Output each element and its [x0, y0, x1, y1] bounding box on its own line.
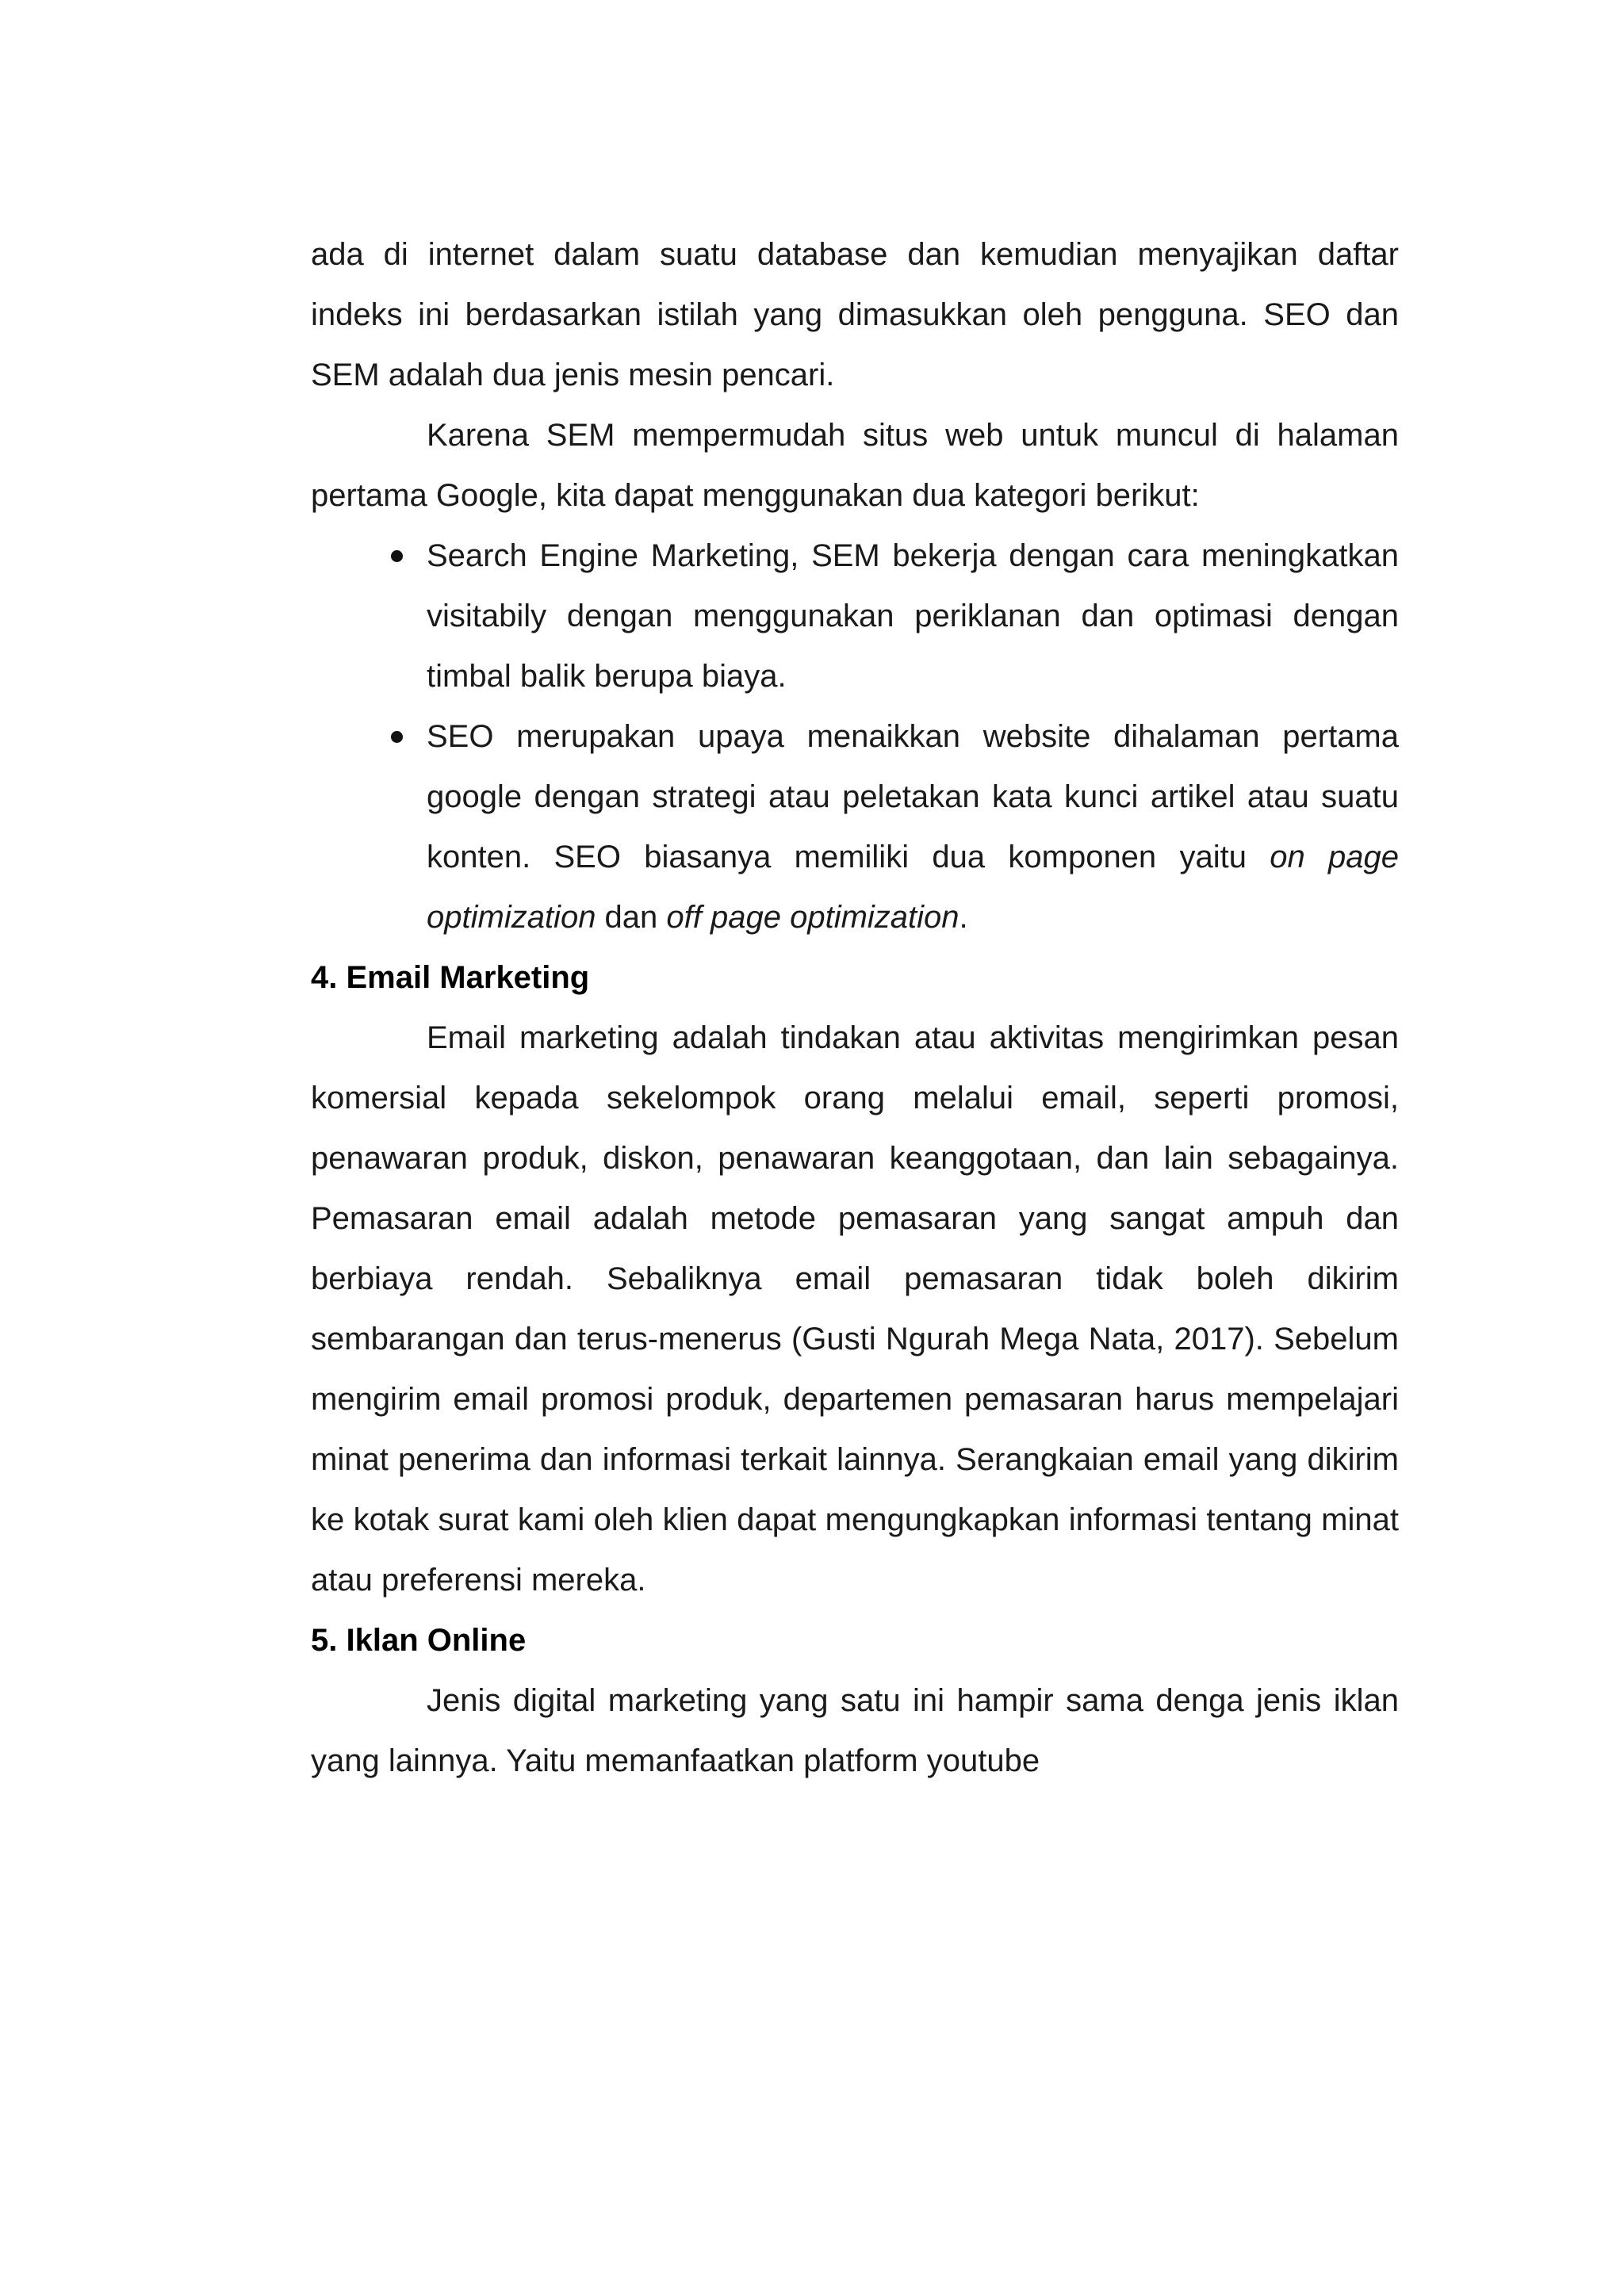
document-page [311, 224, 1399, 1791]
bullet-text-seo: SEO merupakan upaya menaikkan website dihalaman pertama google dengan strategi atau peletakan kata kunci artikel atau suatu konten. SEO biasanya memiliki dua komponen yaitu [427, 719, 1399, 874]
section-heading-iklan-online: 5. Iklan Online [311, 1623, 527, 1658]
intro-paragraph: ada di internet dalam suatu database dan kemudian menyajikan daftar indeks ini berdasarkan istilah yang dimasukkan oleh pengguna. SEO dan SEM adalah dua jenis mesin pencari. [311, 237, 1399, 392]
bullet-text-seo-connector: dan [596, 900, 667, 935]
iklan-online-paragraph: Jenis digital marketing yang satu ini hampir sama denga jenis iklan yang lainnya. Yaitu memanfaatkan platform youtube [311, 1683, 1399, 1778]
list-item [427, 526, 1399, 706]
categories-paragraph: Karena SEM mempermudah situs web untuk muncul di halaman pertama Google, kita dapat menggunakan dua kategori berikut: [311, 418, 1399, 513]
bullet-text-seo-end: . [959, 900, 968, 935]
list-item [427, 706, 1399, 947]
bullet-icon [391, 731, 403, 743]
bullet-text-sem: Search Engine Marketing, SEM bekerja dengan cara meningkatkan visitabily dengan menggunakan periklanan dan optimasi dengan timbal balik berupa biaya. [427, 538, 1399, 694]
term-off-page-optimization: off page optimization [666, 900, 959, 935]
bullet-icon [391, 550, 403, 562]
term-on-page-optimization: on page optimization [427, 840, 1399, 935]
section-heading-email-marketing: 4. Email Marketing [311, 960, 590, 995]
email-marketing-paragraph: Email marketing adalah tindakan atau aktivitas mengirimkan pesan komersial kepada sekelompok orang melalui email, seperti promosi, penawaran produk, diskon, penawaran keanggotaan, dan lain sebagainya. Pemasaran email adalah metode pemasaran yang sangat ampuh dan berbiaya rendah. Sebaliknya email pemasaran tidak boleh dikirim sembarangan dan terus-menerus (Gusti Ngurah Mega Nata, 2017). Sebelum mengirim email promosi produk, departemen pemasaran harus mempelajari minat penerima dan informasi terkait lainnya. Serangkaian email yang dikirim ke kotak surat kami oleh klien dapat mengungkapkan informasi tentang minat atau preferensi mereka. [311, 1020, 1399, 1598]
bullet-list [311, 526, 1399, 947]
